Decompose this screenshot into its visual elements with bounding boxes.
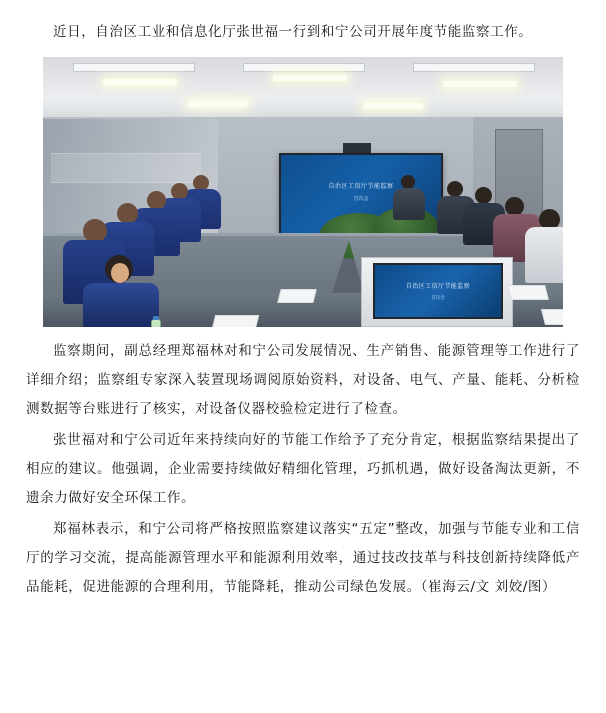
photo-container [26,57,580,327]
paper-document [541,309,563,325]
ceiling-light [443,81,517,87]
paragraph-1: 近日，自治区工业和信息化厅张世福一行到和宁公司开展年度节能监察工作。 [53,24,533,40]
center-monitor-title: 自治区工信厅节能监察 [405,283,470,290]
center-monitor-subtitle: 首次会 [431,296,445,301]
projector-screen-subtitle: 首次会 [353,196,369,202]
paper-document [277,289,316,303]
paper-document [211,315,259,327]
ceiling-light [188,101,248,107]
ceiling-light [103,79,177,85]
ceiling-panel [413,63,535,72]
ceiling-light [363,103,423,109]
water-bottle [151,319,161,327]
paper-document [507,285,549,300]
ceiling-panel [73,63,195,72]
wall-banner [51,153,201,183]
paragraph-3: 张世福对和宁公司近年来持续向好的节能工作给予了充分肯定，根据监察结果提出了相应的建议。他强调，企业需要持续做好精细化管理，巧抓机遇，做好设备淘汰更新，不遗余力做好安全环保工作。 [26,432,580,506]
meeting-room-photo [43,57,563,327]
ceiling-light [273,75,347,81]
center-monitor [373,263,503,319]
screen-mount [343,143,371,153]
ceiling-panel [243,63,365,72]
paragraph-2: 监察期间，副总经理郑福林对和宁公司发展情况、生产销售、能源管理等工作进行了详细介绍；监察组专家深入装置现场调阅原始资料，对设备、电气、产量、能耗、分析检测数据等台账进行了核实，对设备仪器校验检定进行了检查。 [26,343,580,417]
projector-screen-title: 自治区工信厅节能监察 [328,183,394,190]
paragraph-4: 郑福林表示，和宁公司将严格按照监察建议落实“五定”整改，加强与节能专业和工信厅的学习交流，提高能源管理水平和能源利用效率，通过技改技革与科技创新持续降低产品能耗，促进能源的合理利用，节能降耗，推动公司绿色发展。（崔海云/文 刘姣/图） [26,521,580,595]
